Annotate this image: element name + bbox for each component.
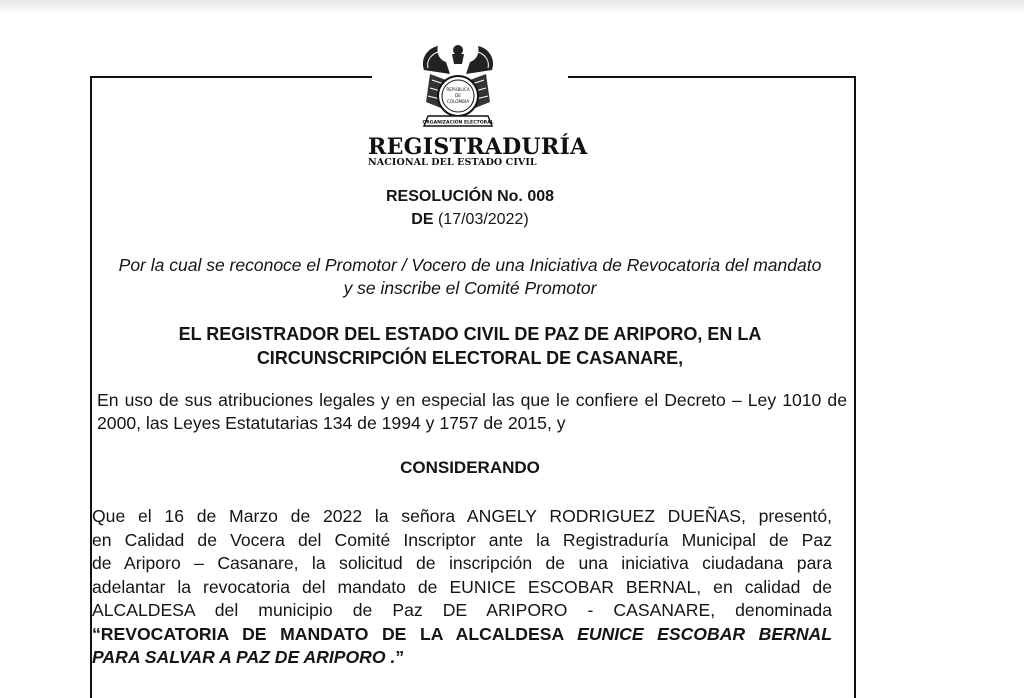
paragraph-line: en Calidad de Vocera del Comité Inscriptor ante la Registraduría Municipal de Paz	[92, 529, 832, 550]
registraduria-seal-icon	[416, 40, 500, 132]
paragraph-line: de Ariporo – Casanare, la solicitud de inscripción de una iniciativa ciudadana para	[92, 553, 832, 573]
resolution-number: RESOLUCIÓN No. 008	[385, 188, 555, 205]
paragraph-line: adelantar la revocatoria del mandato de EUNICE ESCOBAR BERNAL, en calidad de	[92, 576, 832, 597]
resolution-subject: Por la cual se reconoce el Promotor / Vocero de una Iniciativa de Revocatoria del mandato y se inscribe el Comité Promotor	[118, 255, 822, 298]
paragraph-line	[92, 646, 832, 670]
issuing-authority: EL REGISTRADOR DEL ESTADO CIVIL DE PAZ DE ARIPORO, EN LA CIRCUNSCRIPCIÓN ELECTORAL DE CASANARE,	[178, 324, 762, 368]
scan-top-shadow	[0, 0, 1024, 14]
seal-ribbon-text: ORGANIZACIÓN ELECTORAL	[422, 120, 494, 126]
seal-text-republica: REPÚBLICA	[446, 87, 470, 92]
considerando-heading: CONSIDERANDO	[400, 458, 540, 477]
official-name: EUNICE ESCOBAR BERNAL	[577, 623, 832, 644]
brand-title: REGISTRADURÍA	[368, 134, 588, 160]
paragraph-line: Que el 16 de Marzo de 2022 la señora ANGELY RODRIGUEZ DUEÑAS, presentó,	[92, 506, 832, 526]
initiative-name-part2: PARA SALVAR A PAZ DE ARIPORO .	[92, 647, 396, 667]
resolution-date-value: (17/03/2022)	[437, 211, 529, 228]
paragraph-line	[92, 623, 832, 647]
resolution-date-prefix: DE	[411, 211, 434, 228]
closing-quote: ”	[395, 647, 405, 667]
initiative-name-part1: “REVOCATORIA DE MANDATO DE LA ALCALDESA	[92, 623, 578, 644]
legal-basis-paragraph: En uso de sus atribuciones legales y en especial las que le confiere el Decreto – Ley 1010 de 2000, las Leyes Estatutarias 134 de 1994 y 1757 de 2015, y	[97, 390, 847, 433]
considerando-paragraph	[92, 505, 832, 670]
brand-subtitle: NACIONAL DEL ESTADO CIVIL	[368, 157, 537, 168]
seal-text-colombia: COLOMBIA	[446, 99, 470, 104]
resolution-date	[0, 211, 940, 229]
paragraph-line: ALCALDESA del municipio de Paz DE ARIPORO - CASANARE, denominada	[92, 600, 832, 620]
seal-text-de: DE	[455, 93, 461, 98]
